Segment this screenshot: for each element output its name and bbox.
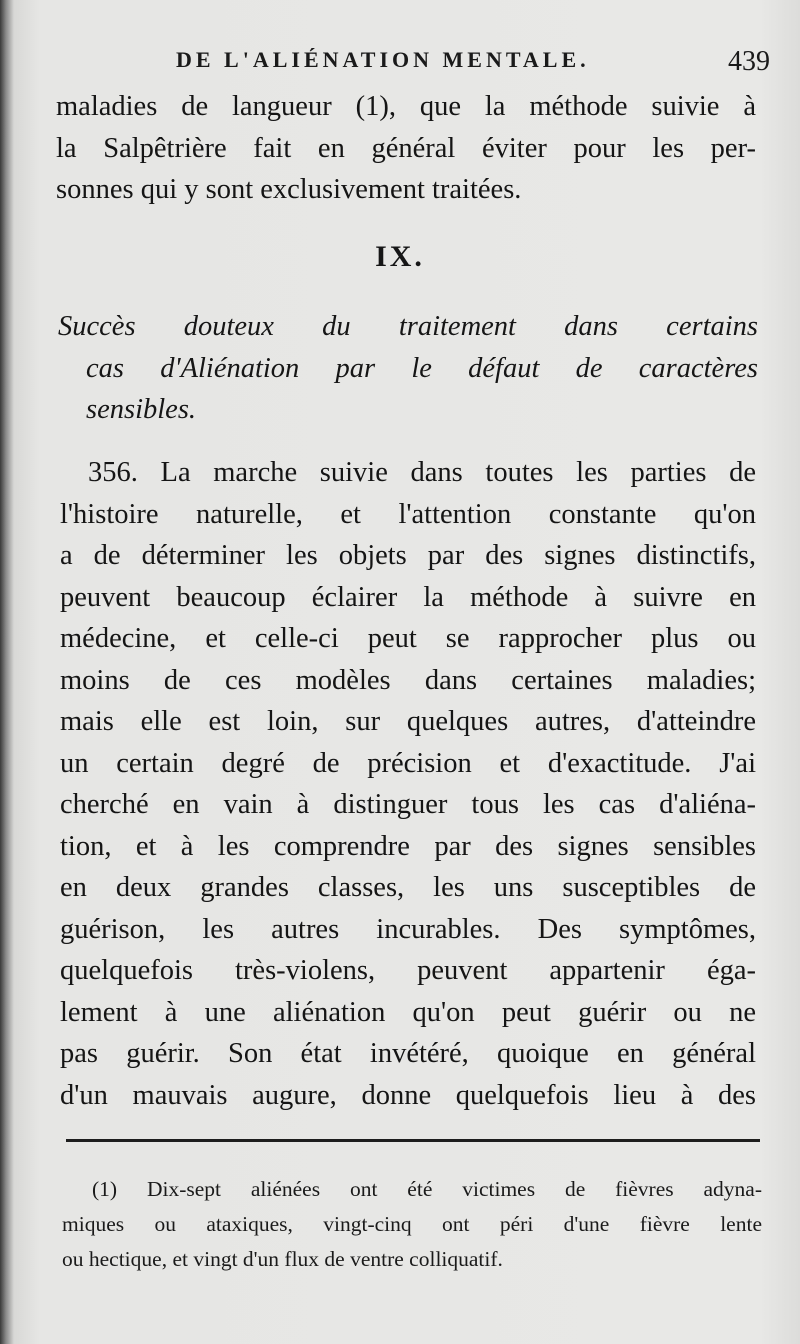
- paragraph-line: a de déterminer les objets par des signes distinctifs,: [60, 540, 756, 571]
- intro-line: sonnes qui y sont exclusivement traitées.: [56, 174, 522, 205]
- section-title-line: cas d'Aliénation par le défaut de caractères: [86, 352, 758, 384]
- section-title-line: Succès douteux du traitement dans certains: [58, 311, 758, 342]
- section-number: IX.: [375, 240, 425, 273]
- running-header: [176, 40, 776, 80]
- paragraph-line: pas guérir. Son état invétéré, quoique en général: [60, 1038, 756, 1069]
- footnote-line: (1) Dix-sept aliénées ont été victimes de fièvres adyna-: [92, 1177, 762, 1201]
- paragraph-line: un certain degré de précision et d'exactitude. J'ai: [60, 747, 756, 779]
- footnote-line: miques ou ataxiques, vingt-cinq ont péri d'une fièvre lente: [62, 1212, 762, 1236]
- paragraph-line: en deux grandes classes, les uns susceptibles de: [60, 872, 756, 903]
- paragraph-line: l'histoire naturelle, et l'attention constante qu'on: [60, 498, 756, 530]
- intro-line: la Salpêtrière fait en général éviter pour les per-: [56, 132, 756, 164]
- paragraph-line: tion, et à les comprendre par des signes sensibles: [60, 830, 756, 862]
- footnote-divider: [66, 1139, 760, 1142]
- main-paragraph: [60, 452, 756, 1116]
- intro-line: maladies de langueur (1), que la méthode suivie à: [56, 91, 756, 122]
- footnote: [62, 1172, 762, 1277]
- paragraph-line: lement à une aliénation qu'on peut guérir ou ne: [60, 996, 756, 1028]
- paragraph-line: médecine, et celle-ci peut se rapprocher plus ou: [60, 623, 756, 654]
- paragraph-line: cherché en vain à distinguer tous les cas d'aliéna-: [60, 789, 756, 820]
- paragraph-line: mais elle est loin, sur quelques autres, d'atteindre: [60, 706, 756, 737]
- paragraph-line: 356. La marche suivie dans toutes les parties de: [88, 457, 756, 488]
- paragraph-line: d'un mauvais augure, donne quelquefois lieu à des: [60, 1079, 756, 1111]
- paragraph-line: quelquefois très-violens, peuvent appartenir éga-: [60, 955, 756, 986]
- running-title: DE L'ALIÉNATION MENTALE.: [176, 47, 590, 72]
- paragraph-line: guérison, les autres incurables. Des symptômes,: [60, 913, 756, 945]
- footnote-line: ou hectique, et vingt d'un flux de ventre colliquatif.: [62, 1247, 503, 1271]
- intro-paragraph: [56, 86, 756, 211]
- paragraph-line: peuvent beaucoup éclairer la méthode à suivre en: [60, 581, 756, 613]
- paragraph-line: moins de ces modèles dans certaines maladies;: [60, 664, 756, 696]
- page-number: 439: [728, 46, 770, 77]
- section-title-line: sensibles.: [86, 394, 197, 425]
- section-title: [58, 306, 758, 431]
